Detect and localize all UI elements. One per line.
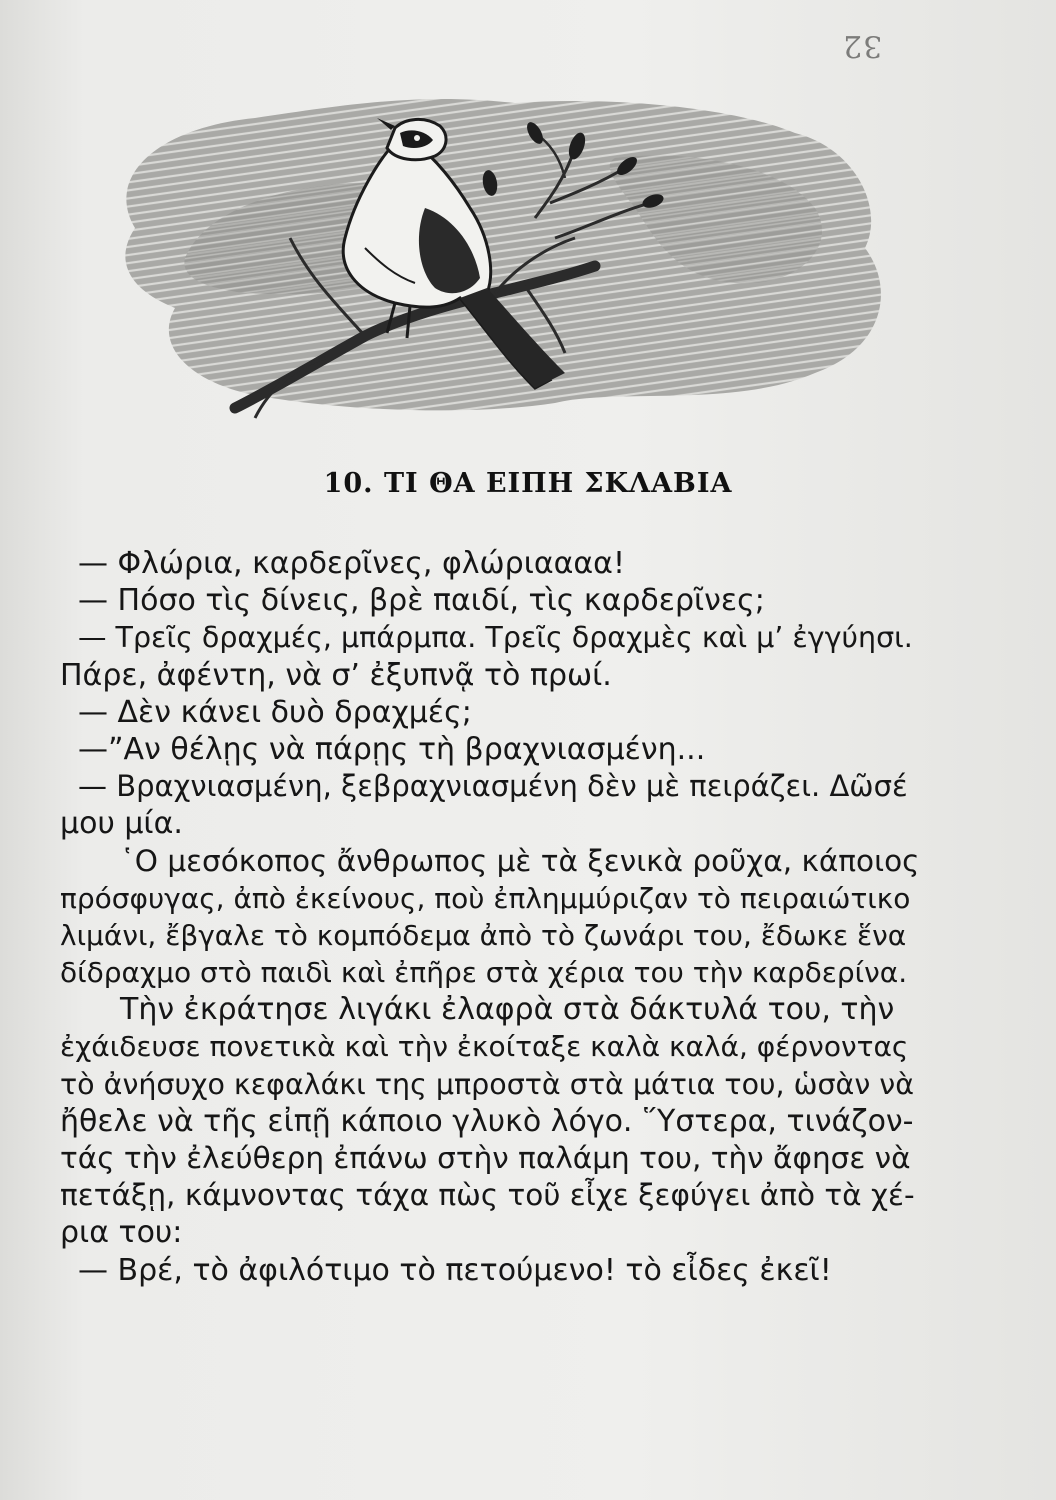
- text-line: Πάρε, ἀφέντη, νὰ σ’ ἐξυπνᾷ τὸ πρωί.: [60, 657, 612, 693]
- text-line: πετάξῃ, κάμνοντας τάχα πὼς τοῦ εἶχε ξεφύγει ἀπὸ τὰ χέ-: [60, 1178, 915, 1213]
- text-line: ρια του:: [60, 1215, 183, 1251]
- text-line: μου μία.: [60, 806, 183, 842]
- text-line: τὸ ἀνήσυχο κεφαλάκι της μπροστὰ στὰ μάτια του, ὡσὰν νὰ: [60, 1067, 915, 1101]
- text-line: — Φλώρια, καρδερῖνες, φλώριαααα!: [78, 546, 625, 581]
- text-line: ῾Ο μεσόκοπος ἄνθρωπος μὲ τὰ ξενικὰ ροῦχα, κάποιος: [120, 843, 920, 878]
- text-line: πρόσφυγας, ἀπὸ ἐκείνους, ποὺ ἐπλημμύριζαν τὸ πειραιώτικο: [60, 881, 911, 915]
- text-line: — Πόσο τὶς δίνεις, βρὲ παιδί, τὶς καρδερῖνες;: [78, 583, 765, 619]
- text-line: ἐχάιδευσε πονετικὰ καὶ τὴν ἐκοίταξε καλὰ καλά, φέρνοντας: [60, 1030, 909, 1064]
- bird-on-branch-illustration: [95, 88, 915, 433]
- text-line: τάς τὴν ἐλεύθερη ἐπάνω στὴν παλάμη του, τὴν ἄφησε νὰ: [60, 1141, 911, 1175]
- text-line: — Δὲν κάνει δυὸ δραχμές;: [78, 694, 472, 730]
- body-text: [60, 545, 920, 1289]
- text-line: ἤθελε νὰ τῆς εἰπῇ κάποιο γλυκὸ λόγο. ῞Υστερα, τινάζον-: [60, 1103, 914, 1139]
- text-line: — Τρεῖς δραχμές, μπάρμπα. Τρεῖς δραχμὲς καὶ μ’ ἐγγύησι.: [78, 621, 913, 655]
- text-line: δίδραχμο στὸ παιδὶ καὶ ἐπῆρε στὰ χέρια του τὴν καρδερίνα.: [60, 956, 908, 990]
- text-line: λιμάνι, ἔβγαλε τὸ κομπόδεμα ἀπὸ τὸ ζωνάρι του, ἔδωκε ἕνα: [60, 918, 907, 952]
- chapter-title: 10. ΤΙ ΘΑ ΕΙΠΗ ΣΚΛΑΒΙΑ: [323, 468, 733, 499]
- page-number: 32: [842, 28, 883, 63]
- text-line: Τὴν ἐκράτησε λιγάκι ἐλαφρὰ στὰ δάκτυλά του, τὴν: [120, 992, 895, 1028]
- text-line: — Βρέ, τὸ ἀφιλότιμο τὸ πετούμενο! τὸ εἶδες ἐκεῖ!: [78, 1252, 832, 1288]
- text-line: —”Αν θέλῃς νὰ πάρῃς τὴ βραχνιασμένη...: [78, 731, 706, 767]
- text-line: — Βραχνιασμένη, ξεβραχνιασμένη δὲν μὲ πειράζει. Δῶσέ: [78, 769, 908, 804]
